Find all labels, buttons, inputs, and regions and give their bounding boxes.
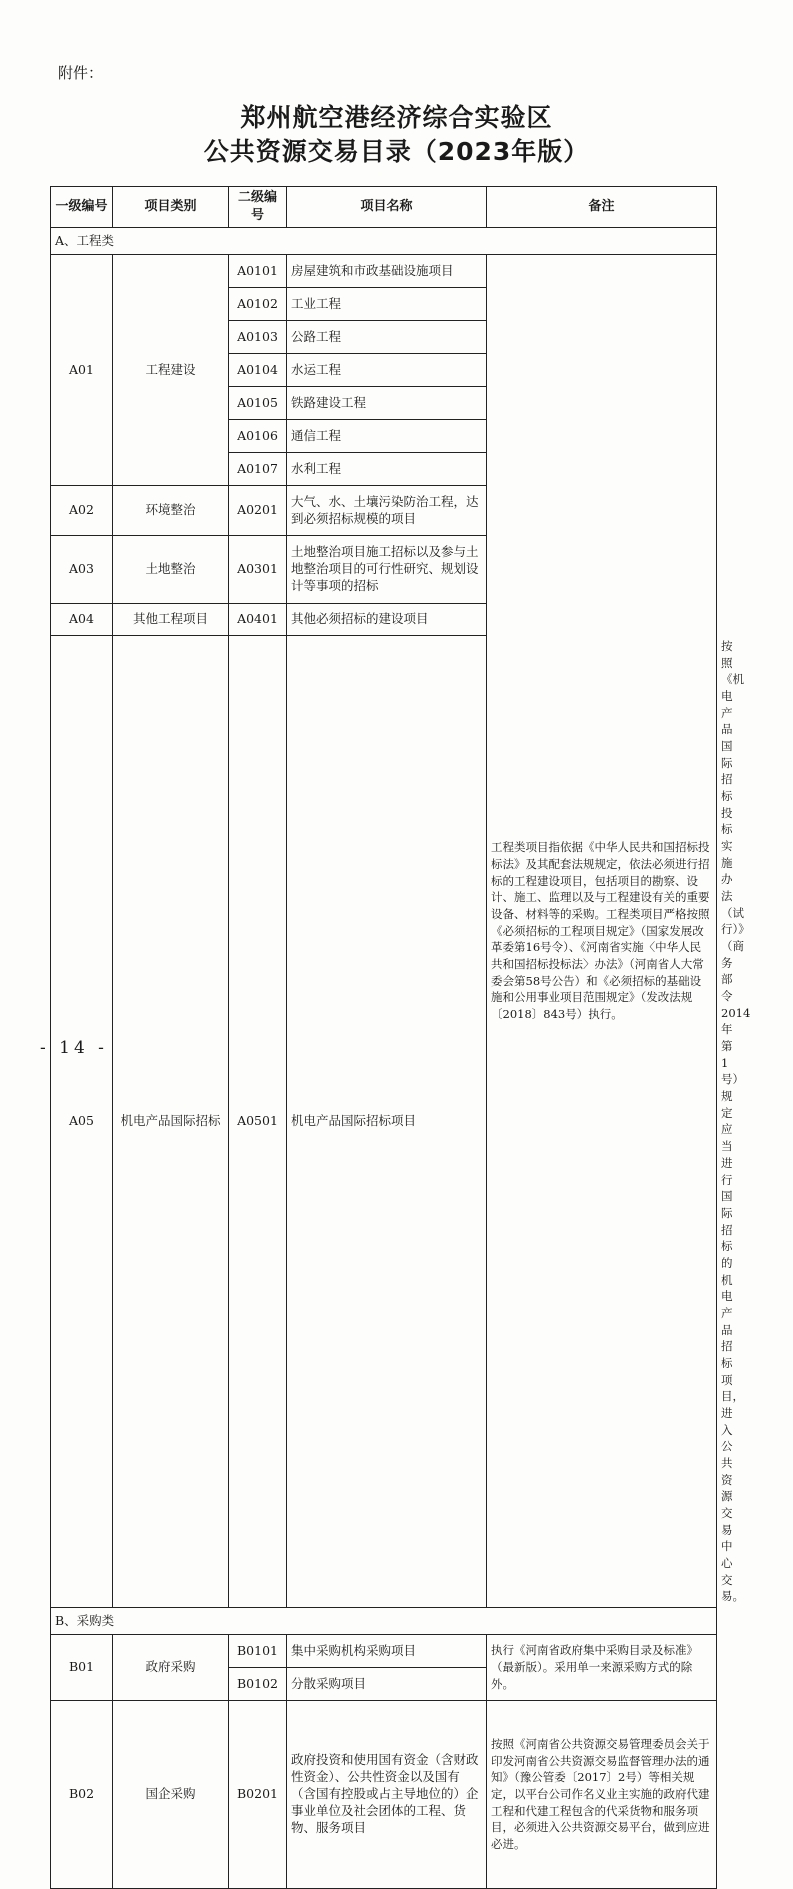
section-b-label: B、采购类 <box>51 1607 717 1634</box>
header-name: 项目名称 <box>287 187 487 228</box>
page-number: - 14 - <box>40 1038 108 1058</box>
code1-cell: A04 <box>51 604 113 636</box>
item-name-cell: 通信工程 <box>287 420 487 453</box>
item-name-cell: 公路工程 <box>287 321 487 354</box>
category-cell: 政府采购 <box>113 1634 229 1700</box>
code2-cell: A0501 <box>229 636 287 1608</box>
code2-cell: A0301 <box>229 536 287 604</box>
document-subtitle: 公共资源交易目录（2023年版） <box>203 137 590 166</box>
item-name-cell: 机电产品国际招标项目 <box>287 636 487 1608</box>
item-name-cell: 大气、水、土壤污染防治工程，达到必须招标规模的项目 <box>287 486 487 536</box>
item-name-cell: 集中采购机构采购项目 <box>287 1634 487 1667</box>
code2-cell: A0101 <box>229 255 287 288</box>
category-cell: 国企采购 <box>113 1700 229 1888</box>
code1-cell: A03 <box>51 536 113 604</box>
item-name-cell: 房屋建筑和市政基础设施项目 <box>287 255 487 288</box>
code1-cell: B02 <box>51 1700 113 1888</box>
code1-cell: B01 <box>51 1634 113 1700</box>
note-cell: 执行《河南省政府集中采购目录及标准》（最新版）。采用单一来源采购方式的除外。 <box>487 1634 717 1700</box>
item-name-cell: 水利工程 <box>287 453 487 486</box>
attachment-label: 附件： <box>58 64 104 82</box>
code2-cell: A0107 <box>229 453 287 486</box>
code2-cell: A0106 <box>229 420 287 453</box>
code1-cell: A02 <box>51 486 113 536</box>
table-row <box>51 255 717 288</box>
catalog-table <box>50 186 751 1889</box>
category-cell: 环境整治 <box>113 486 229 536</box>
code2-cell: A0105 <box>229 387 287 420</box>
section-row <box>51 228 717 255</box>
category-cell: 工程建设 <box>113 255 229 486</box>
item-name-cell: 政府投资和使用国有资金（含财政性资金）、公共性资金以及国有（含国有控股或占主导地位的）企事业单位及社会团体的工程、货物、服务项目 <box>287 1700 487 1888</box>
item-name-cell: 水运工程 <box>287 354 487 387</box>
code2-cell: A0104 <box>229 354 287 387</box>
code2-cell: B0101 <box>229 1634 287 1667</box>
document-title: 郑州航空港经济综合实验区 <box>240 103 553 132</box>
item-name-cell: 铁路建设工程 <box>287 387 487 420</box>
code2-cell: A0201 <box>229 486 287 536</box>
table-row <box>51 1700 717 1888</box>
table-header-row <box>51 187 717 228</box>
note-cell: 按照《河南省公共资源交易管理委员会关于印发河南省公共资源交易监督管理办法的通知》（豫公管委〔2017〕2号）等相关规定，以平台公司作名义业主实施的政府代建工程和代建工程包含的代采货物和服务项目，必须进入公共资源交易平台，做到应进必进。 <box>487 1700 717 1888</box>
code2-cell: A0103 <box>229 321 287 354</box>
header-code2: 二级编号 <box>229 187 287 228</box>
section-a-label: A、工程类 <box>51 228 717 255</box>
category-cell: 土地整治 <box>113 536 229 604</box>
code2-cell: A0102 <box>229 288 287 321</box>
code1-cell: A05 <box>51 636 113 1608</box>
code1-cell: A01 <box>51 255 113 486</box>
category-cell: 其他工程项目 <box>113 604 229 636</box>
item-name-cell: 土地整治项目施工招标以及参与土地整治项目的可行性研究、规划设计等事项的招标 <box>287 536 487 604</box>
table-row: A05 机电产品国际招标 A0501 机电产品国际招标项目 按照《机电产品国际招标投标实施办法（试行）》（商务部令2014年第1号）规定应当进行国际招标的机电产品招标项目，进入公共资源交易中心交易。 <box>51 636 717 1608</box>
section-row <box>51 1607 717 1634</box>
item-name-cell: 分散采购项目 <box>287 1667 487 1700</box>
item-name-cell: 其他必须招标的建设项目 <box>287 604 487 636</box>
table-row <box>51 1634 717 1667</box>
header-note: 备注 <box>487 187 717 228</box>
category-cell: 机电产品国际招标 <box>113 636 229 1608</box>
code2-cell: B0201 <box>229 1700 287 1888</box>
code2-cell: B0102 <box>229 1667 287 1700</box>
item-name-cell: 工业工程 <box>287 288 487 321</box>
code2-cell: A0401 <box>229 604 287 636</box>
header-category: 项目类别 <box>113 187 229 228</box>
header-code1: 一级编号 <box>51 187 113 228</box>
note-cell: 工程类项目指依据《中华人民共和国招标投标法》及其配套法规规定，依法必须进行招标的工程建设项目，包括项目的勘察、设计、施工、监理以及与工程建设有关的重要设备、材料等的采购。工程类项目严格按照《必须招标的工程项目规定》（国家发展改革委第16号令）、《河南省实施〈中华人民共和国招标投标法〉办法》（河南省人大常委会第58号公告）和《必须招标的基础设施和公用事业项目范围规定》（发改法规〔2018〕843号）执行。 <box>487 255 717 1608</box>
